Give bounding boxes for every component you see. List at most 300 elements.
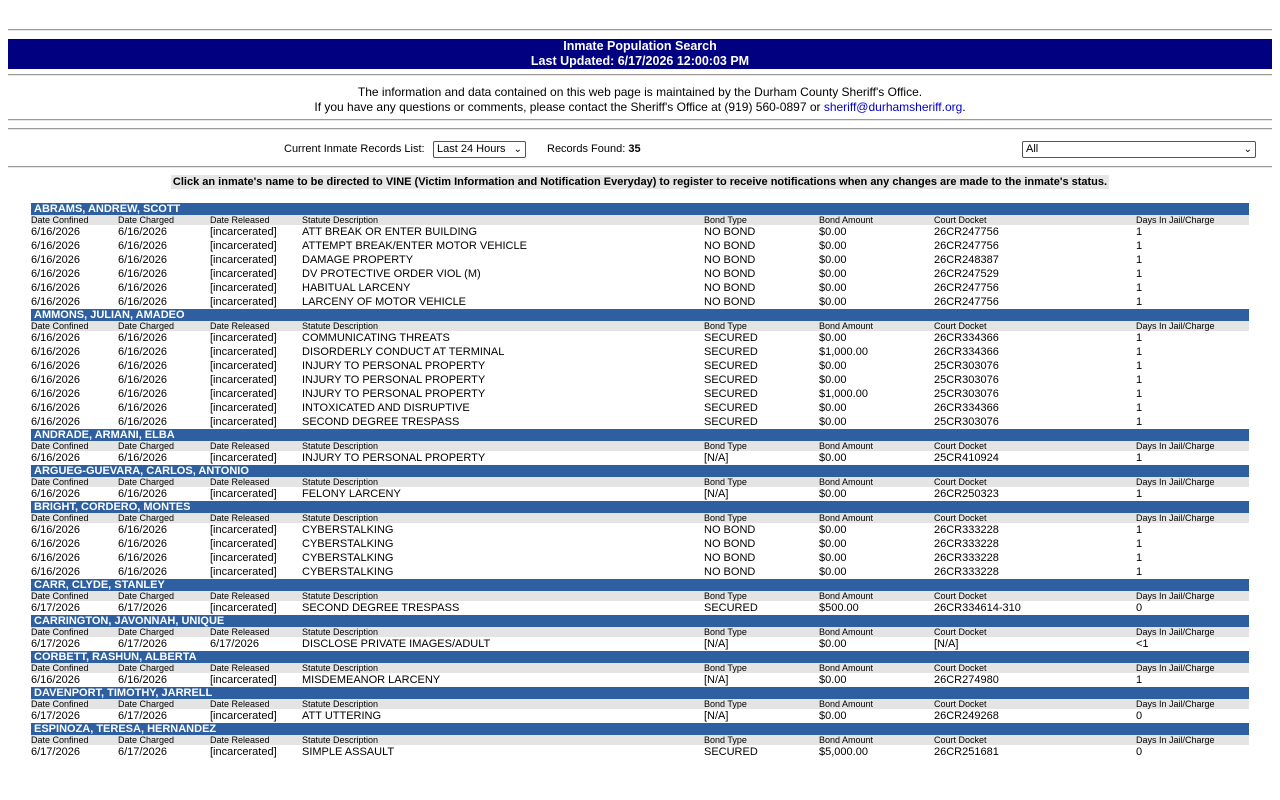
chevron-down-icon: ⌄: [513, 144, 522, 155]
search-controls: [8, 141, 1272, 159]
column-header: Date Released: [210, 215, 270, 225]
table-cell: $0.00: [819, 452, 847, 464]
table-cell: 6/17/2026: [118, 638, 167, 650]
table-cell: NO BOND: [704, 552, 756, 564]
table-cell: 6/17/2026: [31, 638, 80, 650]
table-cell: 6/16/2026: [118, 674, 167, 686]
table-cell: 1: [1136, 452, 1143, 464]
table-cell: 1: [1136, 388, 1143, 400]
column-header: Days In Jail/Charge: [1136, 477, 1215, 487]
table-cell: 26CR247756: [934, 282, 999, 294]
table-cell: INJURY TO PERSONAL PROPERTY: [302, 452, 486, 464]
column-header-row: [31, 513, 1249, 523]
column-header: Date Confined: [31, 735, 89, 745]
table-cell: 0: [1136, 602, 1143, 614]
inmate-name-bar: [31, 203, 1249, 215]
table-cell: $5,000.00: [819, 746, 868, 758]
column-header: Date Released: [210, 591, 270, 601]
table-row: [31, 745, 1249, 759]
column-header: Date Confined: [31, 215, 89, 225]
column-header: Statute Description: [302, 627, 379, 637]
table-row: [31, 295, 1249, 309]
table-row: [31, 345, 1249, 359]
table-row: [31, 359, 1249, 373]
inmate-name-link[interactable]: AMMONS, JULIAN, AMADEO: [34, 309, 185, 321]
table-cell: 6/16/2026: [31, 268, 80, 280]
column-header: Date Charged: [118, 627, 175, 637]
table-cell: 1: [1136, 416, 1143, 428]
table-cell: [incarcerated]: [210, 296, 277, 308]
table-cell: 1: [1136, 226, 1143, 238]
table-cell: $1,000.00: [819, 346, 868, 358]
table-cell: $0.00: [819, 268, 847, 280]
table-cell: 6/16/2026: [31, 360, 80, 372]
column-header-row: [31, 477, 1249, 487]
table-cell: [incarcerated]: [210, 674, 277, 686]
table-row: [31, 225, 1249, 239]
table-cell: NO BOND: [704, 254, 756, 266]
inmate-name-link[interactable]: CARR, CLYDE, STANLEY: [34, 579, 165, 591]
table-cell: SECURED: [704, 388, 758, 400]
table-cell: CYBERSTALKING: [302, 538, 394, 550]
table-cell: [incarcerated]: [210, 374, 277, 386]
table-cell: 1: [1136, 240, 1143, 252]
table-cell: 1: [1136, 268, 1143, 280]
table-cell: ATT BREAK OR ENTER BUILDING: [302, 226, 478, 238]
table-cell: 6/16/2026: [31, 552, 80, 564]
table-cell: 1: [1136, 674, 1143, 686]
table-cell: 6/17/2026: [118, 710, 167, 722]
table-cell: $0.00: [819, 488, 847, 500]
table-cell: DISCLOSE PRIVATE IMAGES/ADULT: [302, 638, 491, 650]
table-cell: 1: [1136, 488, 1143, 500]
table-cell: 26CR251681: [934, 746, 999, 758]
table-cell: 6/16/2026: [31, 416, 80, 428]
table-cell: [incarcerated]: [210, 538, 277, 550]
table-cell: NO BOND: [704, 524, 756, 536]
table-cell: 0: [1136, 710, 1143, 722]
column-header: Date Charged: [118, 735, 175, 745]
column-header: Statute Description: [302, 513, 379, 523]
inmate-name-link[interactable]: ABRAMS, ANDREW, SCOTT: [34, 203, 181, 215]
column-header: Days In Jail/Charge: [1136, 513, 1215, 523]
inmate-name-bar: [31, 579, 1249, 591]
table-cell: <1: [1136, 638, 1149, 650]
email-link[interactable]: sheriff@durhamsheriff.org: [823, 100, 963, 114]
table-cell: $0.00: [819, 416, 847, 428]
table-cell: 26CR333228: [934, 538, 999, 550]
column-header: Date Confined: [31, 591, 89, 601]
table-cell: [incarcerated]: [210, 254, 277, 266]
table-cell: MISDEMEANOR LARCENY: [302, 674, 441, 686]
table-cell: 6/16/2026: [118, 332, 167, 344]
table-row: [31, 281, 1249, 295]
inmate-name-link[interactable]: ARGUEG-GUEVARA, CARLOS, ANTONIO: [34, 465, 249, 477]
table-cell: 1: [1136, 282, 1143, 294]
column-header: Date Charged: [118, 663, 175, 673]
table-cell: NO BOND: [704, 240, 756, 252]
table-cell: FELONY LARCENY: [302, 488, 401, 500]
table-cell: $0.00: [819, 524, 847, 536]
table-cell: 6/16/2026: [118, 296, 167, 308]
table-row: [31, 537, 1249, 551]
table-cell: 26CR333228: [934, 552, 999, 564]
column-header: Date Confined: [31, 441, 89, 451]
table-cell: 6/16/2026: [31, 566, 80, 578]
table-cell: [incarcerated]: [210, 360, 277, 372]
inmate-name-link[interactable]: DAVENPORT, TIMOTHY, JARRELL: [34, 687, 213, 699]
column-header: Days In Jail/Charge: [1136, 441, 1215, 451]
table-cell: SECOND DEGREE TRESPASS: [302, 416, 460, 428]
table-cell: 1: [1136, 402, 1143, 414]
table-cell: HABITUAL LARCENY: [302, 282, 411, 294]
column-header: Days In Jail/Charge: [1136, 699, 1215, 709]
table-cell: 6/16/2026: [118, 538, 167, 550]
table-cell: CYBERSTALKING: [302, 524, 394, 536]
column-header: Statute Description: [302, 591, 379, 601]
vine-notice: Click an inmate's name to be directed to VINE (Victim Information and Notification Everyday) to register to receive notifications when any changes are made to the inmate's status.: [172, 176, 1108, 188]
table-row: [31, 637, 1249, 651]
inmate-name-link[interactable]: ESPINOZA, TERESA, HERNANDEZ: [34, 723, 217, 735]
column-header: Bond Amount: [819, 699, 874, 709]
table-cell: 6/16/2026: [118, 566, 167, 578]
table-cell: SECURED: [704, 416, 758, 428]
records-found-label: Records Found: 35: [547, 143, 641, 155]
table-cell: $0.00: [819, 282, 847, 294]
inmate-name-link[interactable]: CORBETT, RASHUN, ALBERTA: [34, 651, 197, 663]
column-header: Court Docket: [934, 627, 987, 637]
table-cell: 26CR334366: [934, 332, 999, 344]
table-cell: $0.00: [819, 674, 847, 686]
column-header-row: [31, 215, 1249, 225]
inmate-records: [31, 203, 1249, 759]
table-cell: [N/A]: [704, 452, 729, 464]
column-header: Date Confined: [31, 477, 89, 487]
table-cell: [incarcerated]: [210, 552, 277, 564]
column-header: Bond Type: [704, 591, 747, 601]
table-cell: [incarcerated]: [210, 710, 277, 722]
column-header-row: [31, 699, 1249, 709]
column-header: Court Docket: [934, 735, 987, 745]
table-cell: DV PROTECTIVE ORDER VIOL (M): [302, 268, 481, 280]
column-header: Date Confined: [31, 663, 89, 673]
column-header: Bond Type: [704, 699, 747, 709]
table-cell: 6/17/2026: [31, 602, 80, 614]
table-cell: SECURED: [704, 402, 758, 414]
table-cell: 26CR250323: [934, 488, 999, 500]
table-cell: 6/17/2026: [118, 602, 167, 614]
column-header: Date Released: [210, 477, 270, 487]
table-cell: 25CR410924: [934, 452, 999, 464]
table-cell: SECURED: [704, 332, 758, 344]
table-cell: 26CR334366: [934, 346, 999, 358]
table-cell: $0.00: [819, 226, 847, 238]
column-header: Date Released: [210, 441, 270, 451]
table-cell: 1: [1136, 332, 1143, 344]
table-cell: [N/A]: [704, 710, 729, 722]
table-cell: SECURED: [704, 360, 758, 372]
column-header: Bond Amount: [819, 513, 874, 523]
table-cell: 6/16/2026: [31, 346, 80, 358]
table-row: [31, 415, 1249, 429]
table-cell: [incarcerated]: [210, 416, 277, 428]
table-cell: SECURED: [704, 346, 758, 358]
table-cell: 6/16/2026: [118, 552, 167, 564]
table-cell: 26CR333228: [934, 524, 999, 536]
inmate-name-bar: [31, 723, 1249, 735]
table-cell: NO BOND: [704, 226, 756, 238]
table-cell: ATT UTTERING: [302, 710, 382, 722]
column-header: Statute Description: [302, 663, 379, 673]
table-cell: 6/16/2026: [31, 226, 80, 238]
column-header-row: [31, 441, 1249, 451]
table-cell: 6/16/2026: [118, 254, 167, 266]
table-row: [31, 451, 1249, 465]
table-cell: $0.00: [819, 402, 847, 414]
table-cell: 6/16/2026: [118, 402, 167, 414]
table-row: [31, 331, 1249, 345]
info-line-2: If you have any questions or comments, please contact the Sheriff's Office at (919) 560-0897 or sheriff@durhamsheriff.org.: [314, 100, 966, 114]
column-header: Bond Type: [704, 477, 747, 487]
table-cell: [incarcerated]: [210, 524, 277, 536]
table-cell: ATTEMPT BREAK/ENTER MOTOR VEHICLE: [302, 240, 527, 252]
table-cell: 1: [1136, 296, 1143, 308]
table-cell: 6/16/2026: [118, 282, 167, 294]
table-cell: 26CR247756: [934, 226, 999, 238]
table-cell: 6/16/2026: [118, 346, 167, 358]
column-header: Bond Amount: [819, 441, 874, 451]
table-cell: NO BOND: [704, 268, 756, 280]
table-cell: 6/17/2026: [31, 746, 80, 758]
table-cell: 1: [1136, 374, 1143, 386]
inmate-name-link[interactable]: ANDRADE, ARMANI, ELBA: [34, 429, 175, 441]
table-row: [31, 253, 1249, 267]
table-cell: 6/16/2026: [31, 332, 80, 344]
last-updated: Last Updated: 6/17/2026 12:00:03 PM: [530, 54, 750, 68]
table-cell: 6/16/2026: [118, 488, 167, 500]
column-header: Days In Jail/Charge: [1136, 215, 1215, 225]
table-cell: INJURY TO PERSONAL PROPERTY: [302, 360, 486, 372]
column-header: Date Charged: [118, 215, 175, 225]
records-list-select[interactable]: Last 24 Hours ⌄: [433, 141, 526, 158]
column-header-row: [31, 735, 1249, 745]
table-cell: CYBERSTALKING: [302, 566, 394, 578]
column-header: Court Docket: [934, 591, 987, 601]
column-header: Bond Amount: [819, 735, 874, 745]
table-cell: 25CR303076: [934, 416, 999, 428]
divider: [8, 166, 1272, 168]
column-header: Court Docket: [934, 699, 987, 709]
column-header: Days In Jail/Charge: [1136, 591, 1215, 601]
table-cell: 6/16/2026: [118, 374, 167, 386]
column-header: Date Released: [210, 663, 270, 673]
column-header: Days In Jail/Charge: [1136, 735, 1215, 745]
table-cell: 6/17/2026: [118, 746, 167, 758]
table-cell: [incarcerated]: [210, 746, 277, 758]
table-row: [31, 673, 1249, 687]
column-header: Bond Type: [704, 735, 747, 745]
column-header: Date Released: [210, 513, 270, 523]
table-cell: 6/16/2026: [118, 360, 167, 372]
table-cell: [incarcerated]: [210, 452, 277, 464]
table-cell: [incarcerated]: [210, 602, 277, 614]
table-cell: SECURED: [704, 602, 758, 614]
inmate-filter-select[interactable]: All ⌄: [1022, 141, 1256, 158]
table-cell: 1: [1136, 360, 1143, 372]
column-header: Days In Jail/Charge: [1136, 627, 1215, 637]
table-cell: INTOXICATED AND DISRUPTIVE: [302, 402, 470, 414]
table-row: [31, 601, 1249, 615]
inmate-name-link[interactable]: BRIGHT, CORDERO, MONTES: [34, 501, 191, 513]
table-cell: [N/A]: [934, 638, 959, 650]
table-cell: [N/A]: [704, 638, 729, 650]
column-header: Date Charged: [118, 321, 175, 331]
table-row: [31, 401, 1249, 415]
table-row: [31, 239, 1249, 253]
inmate-name-bar: [31, 501, 1249, 513]
table-cell: 6/16/2026: [31, 452, 80, 464]
table-cell: 1: [1136, 552, 1143, 564]
table-cell: $0.00: [819, 296, 847, 308]
column-header: Bond Amount: [819, 477, 874, 487]
table-cell: $0.00: [819, 538, 847, 550]
table-cell: 6/16/2026: [31, 374, 80, 386]
table-row: [31, 709, 1249, 723]
column-header: Statute Description: [302, 477, 379, 487]
column-header: Bond Amount: [819, 591, 874, 601]
inmate-name-bar: [31, 309, 1249, 321]
table-cell: INJURY TO PERSONAL PROPERTY: [302, 374, 486, 386]
info-text: [8, 85, 1272, 115]
table-cell: $0.00: [819, 566, 847, 578]
table-cell: $0.00: [819, 374, 847, 386]
column-header: Bond Type: [704, 627, 747, 637]
table-row: [31, 267, 1249, 281]
table-cell: 6/16/2026: [31, 674, 80, 686]
column-header: Date Charged: [118, 441, 175, 451]
divider: [8, 74, 1272, 76]
column-header: Statute Description: [302, 215, 379, 225]
column-header-row: [31, 663, 1249, 673]
table-cell: [incarcerated]: [210, 346, 277, 358]
table-cell: 26CR334366: [934, 402, 999, 414]
table-cell: $1,000.00: [819, 388, 868, 400]
page-banner: [8, 39, 1272, 69]
column-header: Days In Jail/Charge: [1136, 321, 1215, 331]
column-header: Bond Amount: [819, 215, 874, 225]
column-header: Court Docket: [934, 513, 987, 523]
table-cell: 6/16/2026: [31, 296, 80, 308]
records-list-label: Current Inmate Records List:: [284, 143, 425, 155]
table-cell: 6/16/2026: [31, 488, 80, 500]
table-cell: [N/A]: [704, 674, 729, 686]
table-cell: 6/16/2026: [118, 226, 167, 238]
column-header: Statute Description: [302, 441, 379, 451]
chevron-down-icon: ⌄: [1243, 144, 1252, 155]
table-cell: SECURED: [704, 746, 758, 758]
table-cell: 6/16/2026: [118, 268, 167, 280]
column-header: Statute Description: [302, 321, 379, 331]
table-cell: 26CR247529: [934, 268, 999, 280]
table-cell: $0.00: [819, 552, 847, 564]
table-cell: 6/16/2026: [118, 452, 167, 464]
inmate-name-bar: [31, 465, 1249, 477]
table-cell: 25CR303076: [934, 388, 999, 400]
table-cell: NO BOND: [704, 538, 756, 550]
table-cell: 6/16/2026: [31, 240, 80, 252]
table-cell: COMMUNICATING THREATS: [302, 332, 450, 344]
table-cell: NO BOND: [704, 282, 756, 294]
table-row: [31, 373, 1249, 387]
column-header: Date Confined: [31, 513, 89, 523]
column-header: Bond Amount: [819, 321, 874, 331]
table-row: [31, 387, 1249, 401]
table-cell: [incarcerated]: [210, 332, 277, 344]
table-cell: DAMAGE PROPERTY: [302, 254, 414, 266]
table-cell: 26CR248387: [934, 254, 999, 266]
table-cell: 1: [1136, 538, 1143, 550]
table-cell: 6/16/2026: [31, 388, 80, 400]
inmate-name-bar: [31, 615, 1249, 627]
table-cell: 6/16/2026: [31, 524, 80, 536]
column-header: Date Released: [210, 321, 270, 331]
table-cell: 6/16/2026: [118, 388, 167, 400]
table-cell: 6/16/2026: [31, 282, 80, 294]
table-cell: CYBERSTALKING: [302, 552, 394, 564]
table-cell: 26CR333228: [934, 566, 999, 578]
column-header: Statute Description: [302, 699, 379, 709]
divider: [8, 29, 1272, 31]
table-cell: [N/A]: [704, 488, 729, 500]
column-header: Bond Type: [704, 441, 747, 451]
table-cell: 0: [1136, 746, 1143, 758]
table-cell: 1: [1136, 524, 1143, 536]
table-cell: 6/17/2026: [31, 710, 80, 722]
inmate-name-bar: [31, 429, 1249, 441]
column-header: Date Released: [210, 627, 270, 637]
table-cell: [incarcerated]: [210, 282, 277, 294]
column-header: Date Confined: [31, 321, 89, 331]
info-line-1: The information and data contained on this web page is maintained by the Durham County Sheriff's Office.: [357, 85, 923, 99]
table-cell: 26CR274980: [934, 674, 999, 686]
table-cell: LARCENY OF MOTOR VEHICLE: [302, 296, 467, 308]
table-cell: [incarcerated]: [210, 268, 277, 280]
column-header: Statute Description: [302, 735, 379, 745]
table-cell: 6/16/2026: [118, 416, 167, 428]
column-header: Bond Type: [704, 663, 747, 673]
table-cell: [incarcerated]: [210, 566, 277, 578]
inmate-name-link[interactable]: CARRINGTON, JAVONNAH, UNIQUE: [34, 615, 225, 627]
column-header: Bond Type: [704, 513, 747, 523]
table-cell: INJURY TO PERSONAL PROPERTY: [302, 388, 486, 400]
table-cell: 6/16/2026: [31, 538, 80, 550]
divider: [8, 128, 1272, 130]
table-cell: 25CR303076: [934, 360, 999, 372]
column-header: Date Charged: [118, 477, 175, 487]
table-cell: [incarcerated]: [210, 226, 277, 238]
table-cell: 6/16/2026: [118, 240, 167, 252]
column-header: Date Released: [210, 735, 270, 745]
divider: [8, 119, 1272, 121]
table-cell: 26CR249268: [934, 710, 999, 722]
column-header: Date Charged: [118, 591, 175, 601]
column-header: Bond Amount: [819, 627, 874, 637]
table-cell: [incarcerated]: [210, 388, 277, 400]
table-cell: NO BOND: [704, 566, 756, 578]
table-cell: $0.00: [819, 254, 847, 266]
table-cell: 6/16/2026: [31, 402, 80, 414]
column-header-row: [31, 627, 1249, 637]
